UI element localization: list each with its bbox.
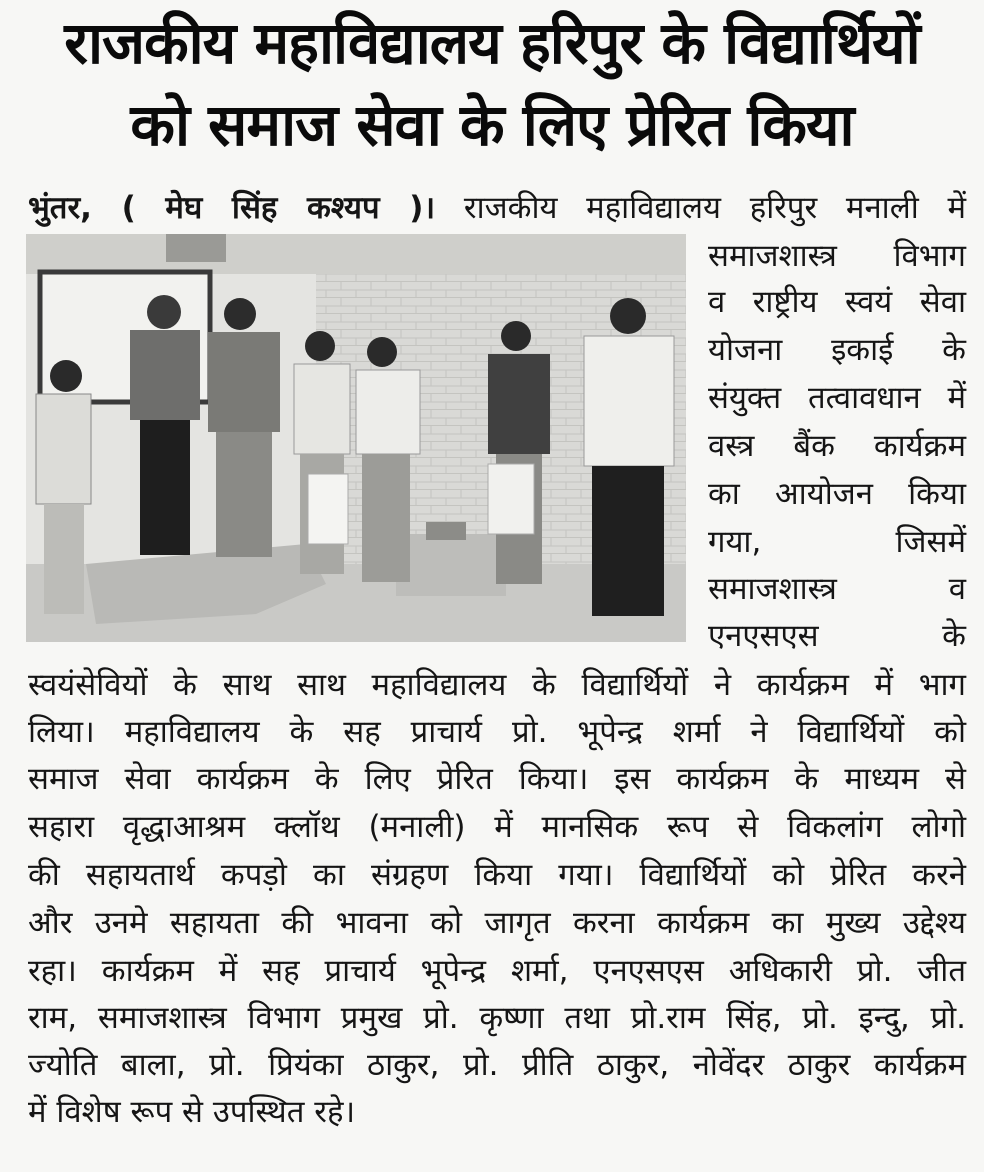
body-line: लिया। महाविद्यालय के सह प्राचार्य प्रो. भूपेन्द्र शर्मा ने विद्यार्थियों को [28,714,966,750]
side-column-line: गया, जिसमें [708,524,966,560]
body-line: स्वयंसेवियों के साथ साथ महाविद्यालय के विद्यार्थियों ने कार्यक्रम में भाग [28,667,966,703]
intro-text: राजकीय महाविद्यालय हरिपुर मनाली में [463,190,967,226]
side-column-line: समाजशास्त्र व [708,571,966,607]
body-line: ज्योति बाला, प्रो. प्रियंका ठाकुर, प्रो. प्रीति ठाकुर, नोवेंदर ठाकुर कार्यक्रम [28,1047,966,1083]
body-line: समाज सेवा कार्यक्रम के लिए प्रेरित किया। इस कार्यक्रम के माध्यम से [28,761,966,797]
body-line: सहारा वृद्धाआश्रम क्लॉथ (मनाली) में मानसिक रूप से विकलांग लोगो [28,809,966,845]
body-line: राम, समाजशास्त्र विभाग प्रमुख प्रो. कृष्णा तथा प्रो.राम सिंह, प्रो. इन्दु, प्रो. [28,1000,966,1036]
side-column-line: संयुक्त तत्वावधान में [708,380,966,416]
body-line: की सहायतार्थ कपड़ो का संग्रहण किया गया। विद्यार्थियों को प्रेरित करने [28,857,966,893]
body-line: में विशेष रूप से उपस्थित रहे। [28,1094,356,1130]
side-column-line: व राष्ट्रीय स्वयं सेवा [708,284,966,320]
side-column-line: एनएसएस के [708,618,966,654]
dateline: भुंतर, ( मेघ सिंह कश्यप )। [28,190,436,226]
news-photo [26,234,686,642]
side-column-line: योजना इकाई के [708,332,966,368]
group-photo-illustration [26,234,686,642]
headline-line-1: राजकीय महाविद्यालय हरिपुर के विद्यार्थियों [64,9,920,77]
side-column-line: समाजशास्त्र विभाग [708,238,966,274]
body-line: और उनमे सहायता की भावना को जागृत करना कार्यक्रम का मुख्य उद्देश्य [28,905,966,941]
headline-line-2: को समाज सेवा के लिए प्रेरित किया [130,91,854,159]
side-column-line: वस्त्र बैंक कार्यक्रम [708,428,966,464]
body-line: रहा। कार्यक्रम में सह प्राचार्य भूपेन्द्र शर्मा, एनएसएस अधिकारी प्रो. जीत [28,953,966,989]
intro-line [28,190,967,226]
side-column-line: का आयोजन किया [708,476,966,512]
